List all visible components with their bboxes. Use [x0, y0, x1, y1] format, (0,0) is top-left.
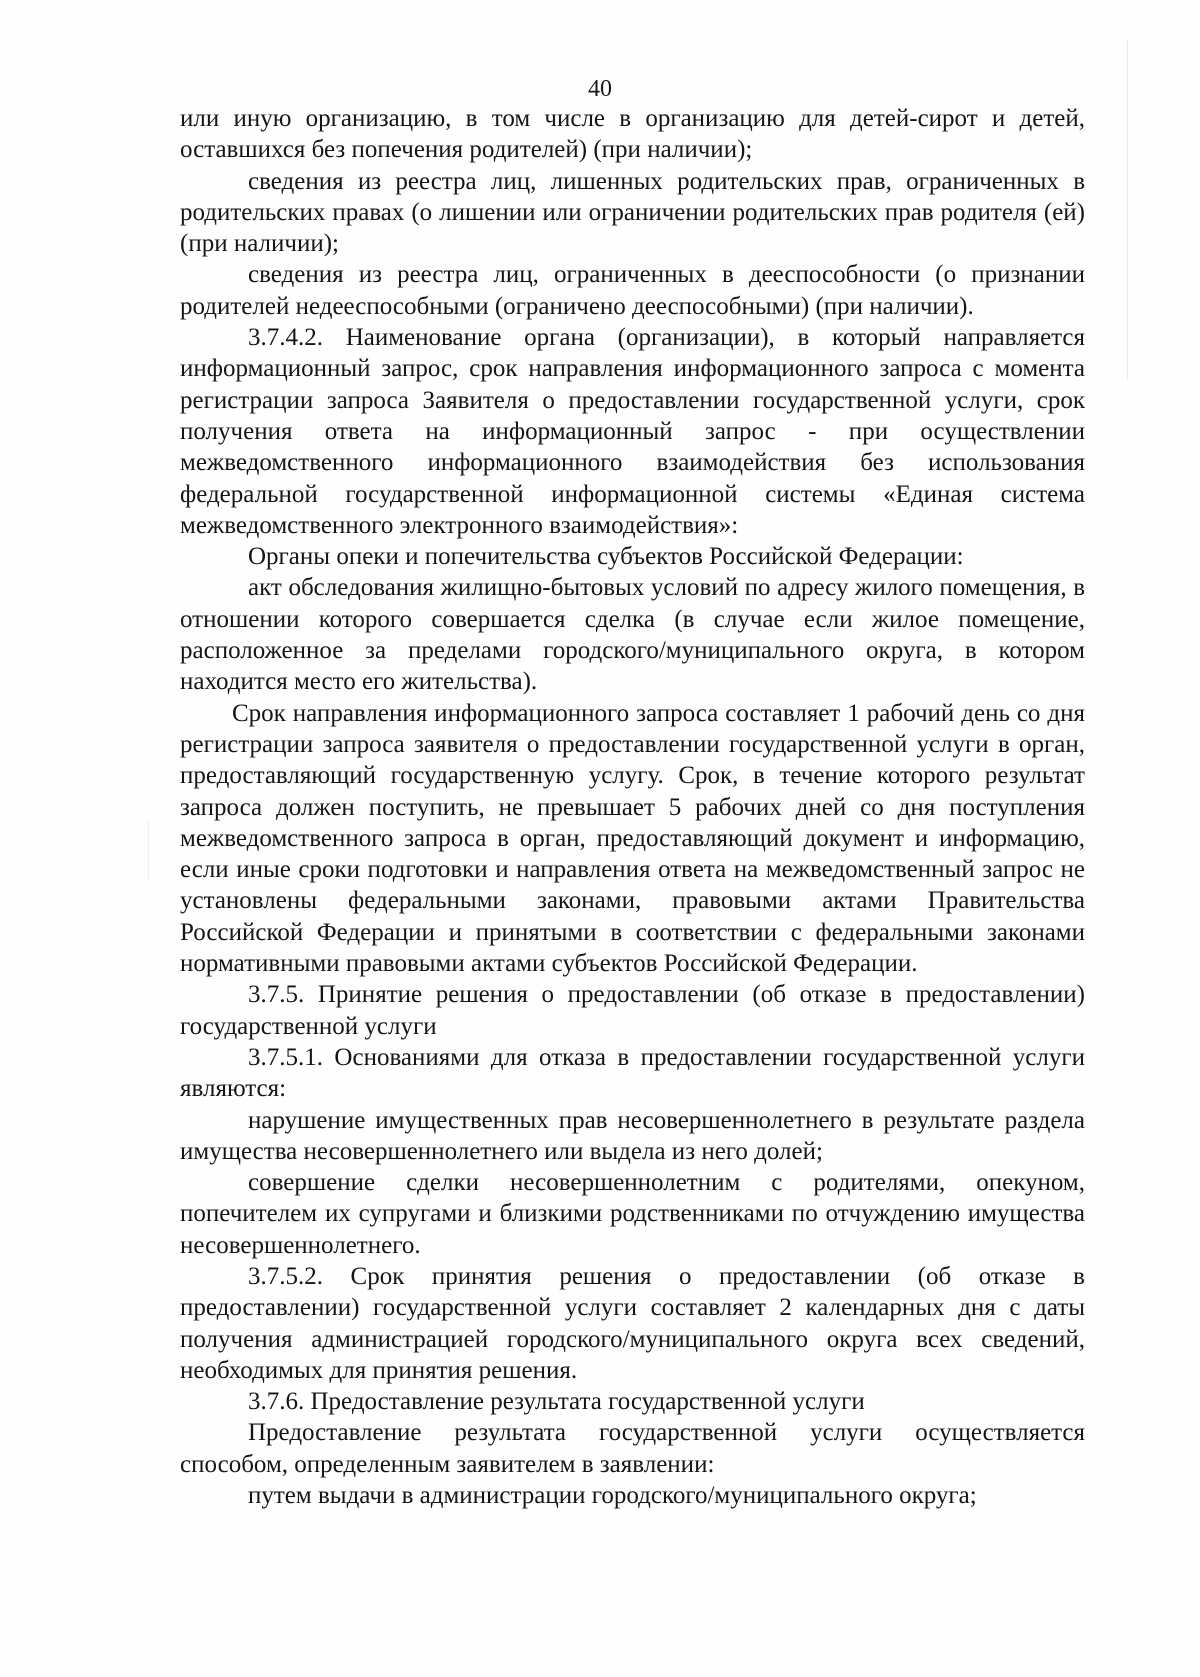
- document-body: [180, 103, 1085, 1511]
- scan-artifact-line: [1127, 40, 1128, 380]
- paragraph-registry-parental-rights: сведения из реестра лиц, лишенных родительских прав, ограниченных в родительских правах (о лишении или ограничении родительских прав родителя (ей) (при наличии);: [180, 167, 1085, 258]
- paragraph-result-method: Предоставление результата государственной услуги осуществляется способом, определенным заявителем в заявлении:: [180, 1419, 1085, 1478]
- page-number: 40: [588, 76, 612, 102]
- paragraph-3-7-6: 3.7.6. Предоставление результата государственной услуги: [248, 1388, 865, 1416]
- paragraph-3-7-5-2: 3.7.5.2. Срок принятия решения о предоставлении (об отказе в предоставлении) государственной услуги составляет 2 календарных дня с даты получения администрацией городского/муниципального округа всех сведений, необходимых для принятия решения.: [180, 1262, 1085, 1384]
- paragraph-registry-capacity: сведения из реестра лиц, ограниченных в дееспособности (о признании родителей недееспособными (ограничено дееспособными) (при наличии).: [180, 261, 1085, 320]
- paragraph-inspection-act: акт обследования жилищно-бытовых условий по адресу жилого помещения, в отношении которого совершается сделка (в случае если жилое помещение, расположенное за пределами городского/муниципального округа, в котором находится место его жительства).: [180, 574, 1085, 696]
- paragraph-issue-in-administration: путем выдачи в администрации городского/муниципального округа;: [248, 1482, 977, 1510]
- paragraph-continuation: или иную организацию, в том числе в организацию для детей-сирот и детей, оставшихся без попечения родителей) (при наличии);: [180, 105, 1085, 164]
- paragraph-request-deadline: Срок направления информационного запроса составляет 1 рабочий день со дня регистрации запроса заявителя о предоставлении государственной услуги в орган, предоставляющий государственную услугу. Срок, в течение которого результат запроса должен поступить, не превышает 5 рабочих дней со дня поступления межведомственного запроса в орган, предоставляющий документ и информацию, если иные сроки подготовки и направления ответа на межведомственный запрос не установлены федеральными законами, правовыми актами Правительства Российской Федерации и принятыми в соответствии с федеральными законами нормативными правовыми актами субъектов Российской Федерации.: [180, 699, 1085, 978]
- paragraph-violation-property-rights: нарушение имущественных прав несовершеннолетнего в результате раздела имущества несовершеннолетнего или выдела из него долей;: [180, 1106, 1085, 1165]
- paragraph-transaction-relatives: совершение сделки несовершеннолетним с родителями, опекуном, попечителем их супругами и близкими родственниками по отчуждению имущества несовершеннолетнего.: [180, 1169, 1085, 1259]
- paragraph-3-7-5: 3.7.5. Принятие решения о предоставлении (об отказе в предоставлении) государственной услуги: [180, 981, 1085, 1040]
- paragraph-3-7-4-2: 3.7.4.2. Наименование органа (организации), в который направляется информационный запрос, срок направления информационного запроса с момента регистрации запроса Заявителя о предоставлении государственной услуги, срок получения ответа на информационный запрос - при осуществлении межведомственного информационного взаимодействия без использования федеральной государственной информационной системы «Единая система межведомственного электронного взаимодействия»:: [180, 324, 1085, 539]
- scan-artifact-line: [148, 820, 149, 880]
- paragraph-guardianship-bodies: Органы опеки и попечительства субъектов Российской Федерации:: [248, 543, 964, 571]
- paragraph-3-7-5-1: 3.7.5.1. Основаниями для отказа в предоставлении государственной услуги являются:: [180, 1043, 1085, 1103]
